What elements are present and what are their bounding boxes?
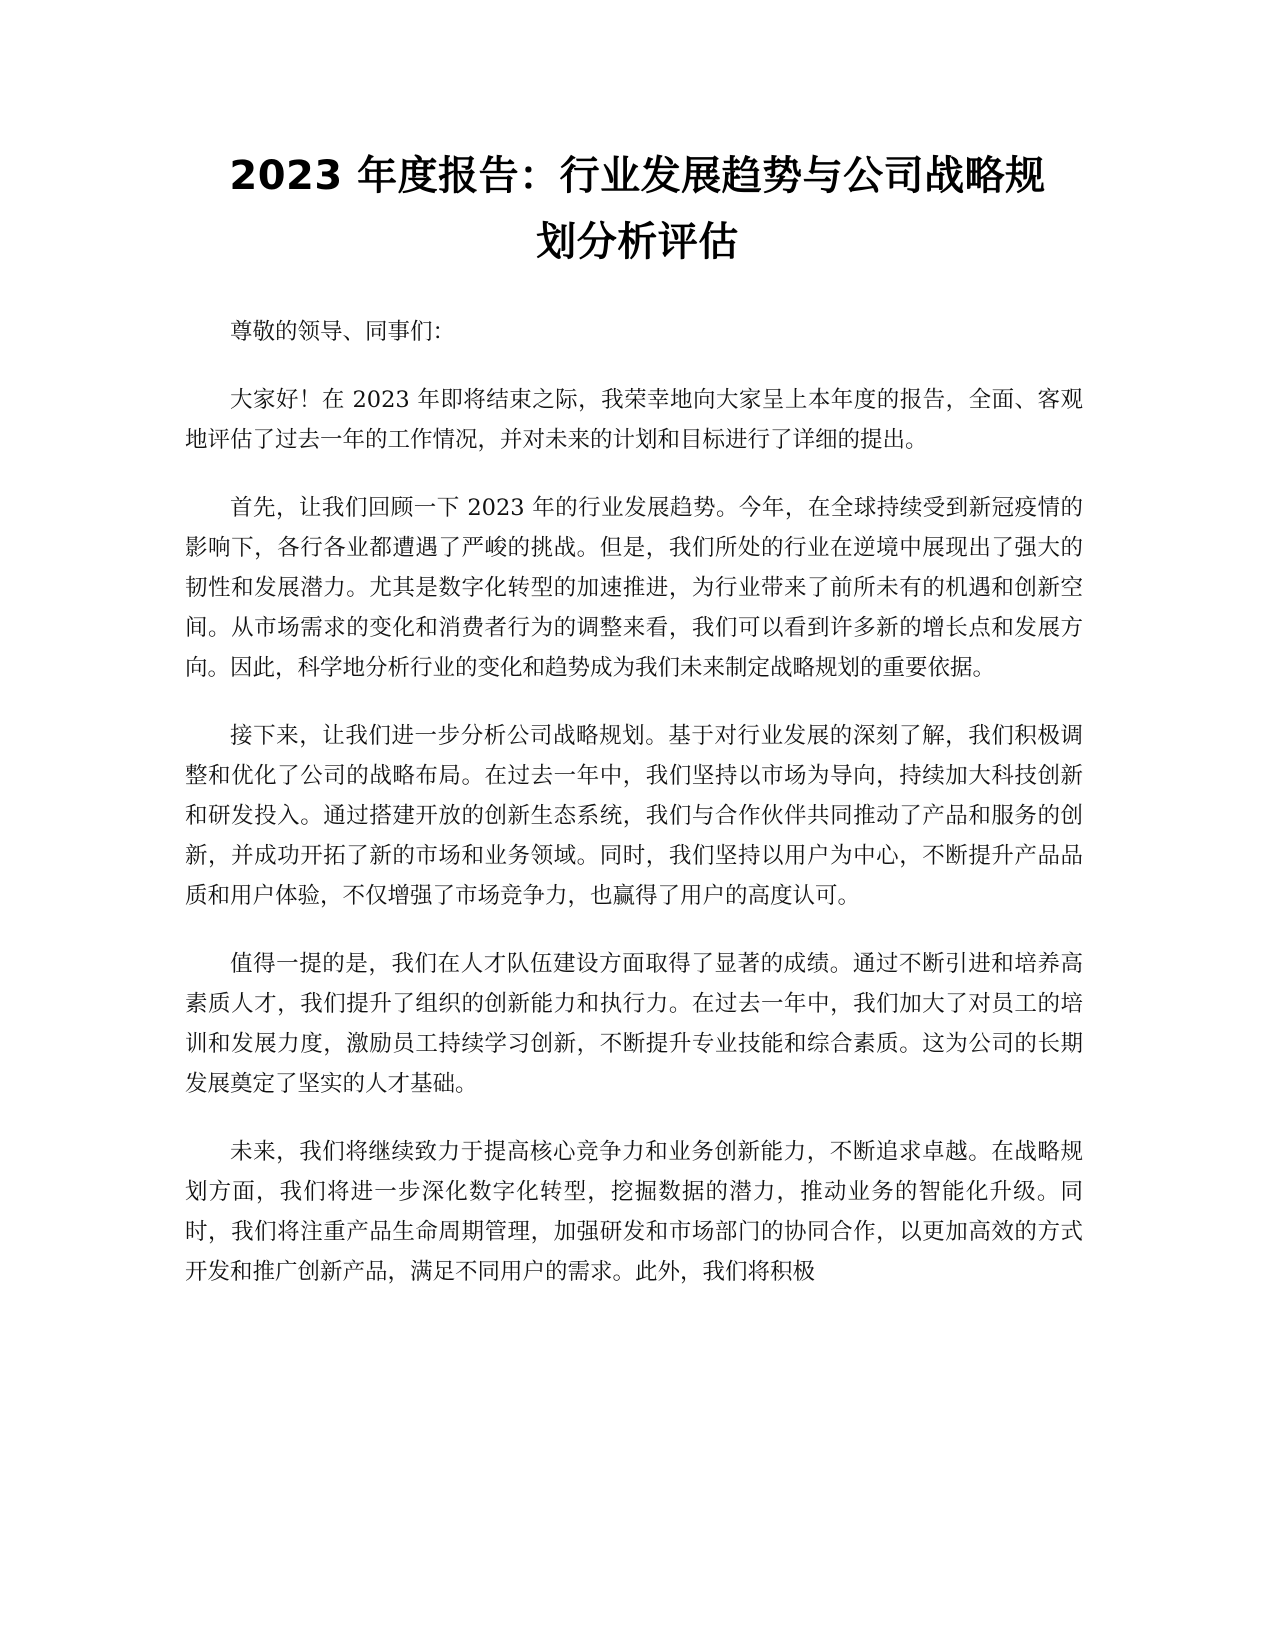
paragraph-industry-trends: 首先，让我们回顾一下 2023 年的行业发展趋势。今年，在全球持续受到新冠疫情的影响下，各行各业都遭遇了严峻的挑战。但是，我们所处的行业在逆境中展现出了强大的韧性和发展潜力。尤其是数字化转型的加速推进，为行业带来了前所未有的机遇和创新空间。从市场需求的变化和消费者行为的调整来看，我们可以看到许多新的增长点和发展方向。因此，科学地分析行业的变化和趋势成为我们未来制定战略规划的重要依据。 (185, 495, 1083, 681)
document-body (185, 312, 1083, 1320)
paragraph-talent: 值得一提的是，我们在人才队伍建设方面取得了显著的成绩。通过不断引进和培养高素质人才，我们提升了组织的创新能力和执行力。在过去一年中，我们加大了对员工的培训和发展力度，激励员工持续学习创新，不断提升专业技能和综合素质。这为公司的长期发展奠定了坚实的人才基础。 (185, 951, 1083, 1097)
document-title (180, 143, 1095, 275)
paragraph-future: 未来，我们将继续致力于提高核心竞争力和业务创新能力，不断追求卓越。在战略规划方面，我们将进一步深化数字化转型，挖掘数据的潜力，推动业务的智能化升级。同时，我们将注重产品生命周期管理，加强研发和市场部门的协同合作，以更加高效的方式开发和推广创新产品，满足不同用户的需求。此外，我们将积极 (185, 1139, 1083, 1285)
title-line-2: 划分析评估 (536, 219, 739, 265)
greeting: 尊敬的领导、同事们： (230, 319, 456, 345)
paragraph-company-strategy: 接下来，让我们进一步分析公司战略规划。基于对行业发展的深刻了解，我们积极调整和优化了公司的战略布局。在过去一年中，我们坚持以市场为导向，持续加大科技创新和研发投入。通过搭建开放的创新生态系统，我们与合作伙伴共同推动了产品和服务的创新，并成功开拓了新的市场和业务领域。同时，我们坚持以用户为中心，不断提升产品品质和用户体验，不仅增强了市场竞争力，也赢得了用户的高度认可。 (185, 723, 1083, 909)
title-line-1: 2023 年度报告：行业发展趋势与公司战略规 (229, 153, 1046, 199)
paragraph-intro: 大家好！在 2023 年即将结束之际，我荣幸地向大家呈上本年度的报告，全面、客观地评估了过去一年的工作情况，并对未来的计划和目标进行了详细的提出。 (185, 387, 1083, 453)
